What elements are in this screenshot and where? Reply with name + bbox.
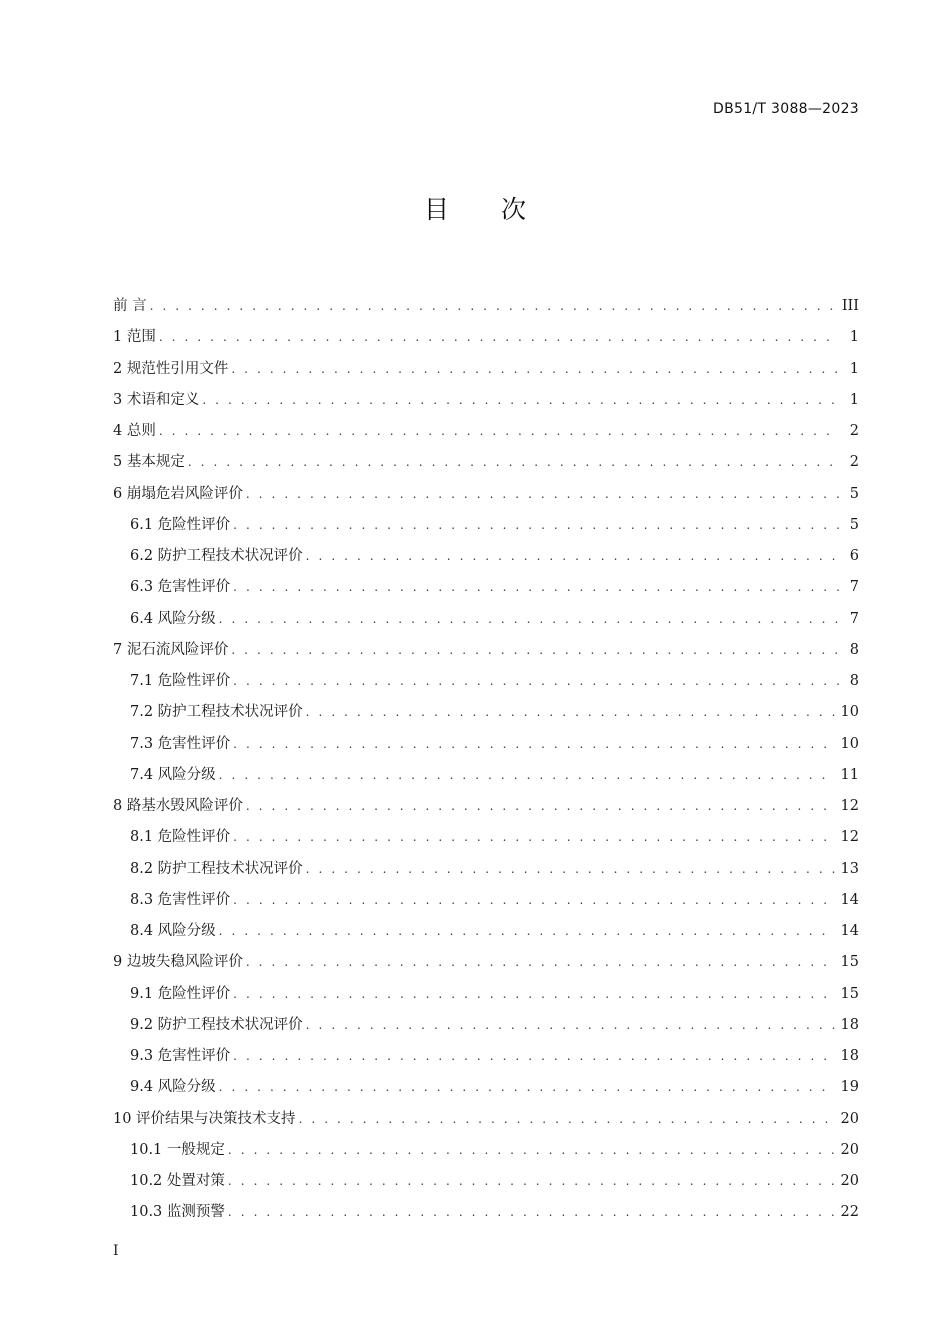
toc-leader-dots <box>233 885 834 916</box>
toc-entry-label: 9.2 防护工程技术状况评价 <box>130 1016 303 1033</box>
toc-entry[interactable] <box>113 1197 859 1228</box>
toc-leader-dots <box>219 604 839 635</box>
toc-entry[interactable] <box>113 854 859 885</box>
toc-entry-page: 14 <box>840 923 859 939</box>
toc-entry[interactable] <box>113 541 859 572</box>
toc-entry-label: 8.3 危害性评价 <box>130 891 231 908</box>
toc-entry-label: 7.1 危险性评价 <box>130 673 231 689</box>
toc-entry[interactable] <box>113 291 859 322</box>
toc-leader-dots <box>306 854 835 885</box>
toc-leader-dots <box>228 1135 835 1166</box>
toc-entry[interactable] <box>113 979 859 1010</box>
toc-entry-label: 9.4 风险分级 <box>130 1079 216 1096</box>
toc-entry-page: 12 <box>840 829 859 846</box>
toc-entry-page: 20 <box>840 1110 859 1127</box>
toc-entry-page: 13 <box>840 860 859 877</box>
toc-leader-dots <box>159 416 839 447</box>
toc-entry-label: 9.3 危害性评价 <box>130 1048 231 1064</box>
toc-entry[interactable] <box>113 916 859 947</box>
toc-entry-page: 15 <box>840 985 859 1002</box>
toc-entry-page: 15 <box>840 954 859 971</box>
toc-entry-label: 10.3 监测预警 <box>130 1204 225 1221</box>
toc-leader-dots <box>228 1197 835 1228</box>
toc-entry-label: 6.2 防护工程技术状况评价 <box>130 548 303 564</box>
toc-entry[interactable] <box>113 510 859 541</box>
toc-entry-label: 8.2 防护工程技术状况评价 <box>130 860 303 877</box>
toc-entry-label: 10.1 一般规定 <box>130 1141 225 1158</box>
toc-leader-dots <box>299 1104 835 1135</box>
toc-entry-page: 20 <box>840 1141 859 1158</box>
toc-entry-label: 6 崩塌危岩风险评价 <box>113 485 243 502</box>
toc-entry[interactable] <box>113 1072 859 1103</box>
toc-entry-label: 4 总则 <box>113 423 156 439</box>
toc-entry[interactable] <box>113 1166 859 1197</box>
toc-entry-page: 14 <box>840 891 859 908</box>
toc-entry-label: 6.3 危害性评价 <box>130 579 231 596</box>
toc-leader-dots <box>231 635 839 666</box>
toc-entry[interactable] <box>113 885 859 916</box>
toc-entry-page: 6 <box>849 548 859 564</box>
toc-entry-label: 5 基本规定 <box>113 454 185 471</box>
toc-entry[interactable] <box>113 572 859 603</box>
toc-entry[interactable] <box>113 697 859 728</box>
toc-entry-page: 7 <box>849 579 859 596</box>
toc-entry[interactable] <box>113 791 859 822</box>
toc-entry[interactable] <box>113 604 859 635</box>
toc-leader-dots <box>246 947 835 978</box>
toc-entry-page: 8 <box>849 641 859 658</box>
toc-entry-label: 7.3 危害性评价 <box>130 735 231 752</box>
toc-leader-dots <box>246 791 835 822</box>
toc-entry-label: 9 边坡失稳风险评价 <box>113 954 243 971</box>
toc-leader-dots <box>233 822 834 853</box>
toc-entry[interactable] <box>113 822 859 853</box>
toc-leader-dots <box>233 572 839 603</box>
toc-leader-dots <box>233 729 834 760</box>
toc-entry-label: 8.1 危险性评价 <box>130 829 231 846</box>
toc-entry-label: 前 言 <box>113 298 147 314</box>
toc-entry-page: 10 <box>840 704 859 721</box>
page-number: I <box>113 1243 119 1259</box>
toc-entry-page: 2 <box>849 454 859 471</box>
toc-leader-dots <box>246 479 839 510</box>
toc-entry-page: 1 <box>849 391 859 408</box>
toc-entry[interactable] <box>113 666 859 697</box>
toc-entry-label: 6.1 危险性评价 <box>130 516 231 533</box>
toc-entry-page: 2 <box>849 423 859 439</box>
toc-entry-page: 11 <box>840 766 859 783</box>
toc-entry-page: 18 <box>840 1016 859 1033</box>
toc-leader-dots <box>219 916 835 947</box>
toc-leader-dots <box>233 666 839 697</box>
toc-leader-dots <box>233 979 834 1010</box>
toc-leader-dots <box>233 1041 834 1072</box>
toc-entry-page: 10 <box>840 735 859 752</box>
toc-entry-page: III <box>841 298 859 314</box>
toc-entry-label: 8.4 风险分级 <box>130 923 216 939</box>
toc-entry[interactable] <box>113 1104 859 1135</box>
toc-entry[interactable] <box>113 760 859 791</box>
toc-entry-label: 1 范围 <box>113 329 156 346</box>
toc-entry-label: 6.4 风险分级 <box>130 610 216 627</box>
toc-leader-dots <box>228 1166 835 1197</box>
toc-entry-page: 19 <box>840 1079 859 1096</box>
toc-entry-label: 7.4 风险分级 <box>130 766 216 783</box>
toc-entry-label: 7 泥石流风险评价 <box>113 641 229 658</box>
toc-leader-dots <box>306 697 835 728</box>
toc-leader-dots <box>188 447 839 478</box>
toc-entry-label: 10.2 处置对策 <box>130 1173 225 1189</box>
table-of-contents <box>113 291 859 1229</box>
toc-entry[interactable] <box>113 322 859 353</box>
toc-entry[interactable] <box>113 354 859 385</box>
toc-entry-label: 9.1 危险性评价 <box>130 985 231 1002</box>
toc-entry-page: 1 <box>849 360 859 377</box>
toc-entry-label: 10 评价结果与决策技术支持 <box>113 1110 296 1127</box>
toc-entry[interactable] <box>113 385 859 416</box>
toc-entry[interactable] <box>113 479 859 510</box>
toc-entry-page: 5 <box>849 516 859 533</box>
toc-leader-dots <box>306 541 839 572</box>
toc-leader-dots <box>159 322 839 353</box>
toc-leader-dots <box>202 385 839 416</box>
toc-entry-page: 22 <box>840 1204 859 1221</box>
toc-entry-page: 12 <box>840 798 859 814</box>
toc-entry-page: 8 <box>849 673 859 689</box>
toc-entry-page: 5 <box>849 485 859 502</box>
toc-entry-page: 7 <box>849 610 859 627</box>
toc-entry-label: 7.2 防护工程技术状况评价 <box>130 704 303 721</box>
toc-leader-dots <box>219 1072 835 1103</box>
toc-entry-page: 1 <box>849 329 859 346</box>
toc-leader-dots <box>219 760 835 791</box>
toc-entry[interactable] <box>113 1041 859 1072</box>
toc-entry-label: 3 术语和定义 <box>113 391 200 408</box>
toc-entry[interactable] <box>113 635 859 666</box>
toc-entry[interactable] <box>113 1135 859 1166</box>
toc-entry-page: 18 <box>840 1048 859 1064</box>
toc-entry[interactable] <box>113 1010 859 1041</box>
toc-entry[interactable] <box>113 729 859 760</box>
document-code: DB51/T 3088—2023 <box>713 101 859 117</box>
toc-leader-dots <box>231 354 839 385</box>
toc-entry-label: 2 规范性引用文件 <box>113 360 229 377</box>
toc-entry[interactable] <box>113 947 859 978</box>
toc-entry-page: 20 <box>840 1173 859 1189</box>
toc-leader-dots <box>150 291 836 322</box>
toc-title: 目 次 <box>424 195 548 224</box>
toc-entry[interactable] <box>113 447 859 478</box>
toc-entry-label: 8 路基水毁风险评价 <box>113 798 243 814</box>
toc-entry[interactable] <box>113 416 859 447</box>
toc-leader-dots <box>233 510 839 541</box>
toc-leader-dots <box>306 1010 835 1041</box>
